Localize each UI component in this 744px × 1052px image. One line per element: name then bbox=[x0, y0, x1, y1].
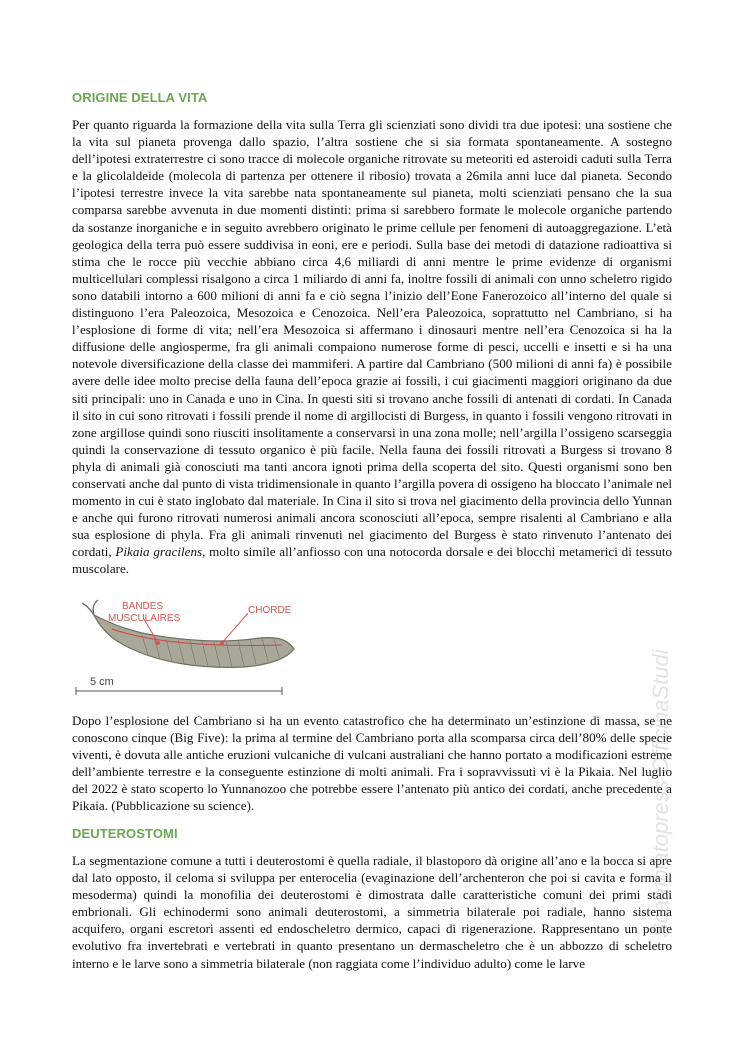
figure-label-bandes-1: BANDES bbox=[122, 601, 164, 612]
paragraph-origine-2: Dopo l’esplosione del Cambriano si ha un evento catastrofico che ha determinato un’estinzione di massa, se ne conoscono cinque (Big Five): la prima al termine del Cambriano porta alla scomparsa circa dell’80% delle specie viventi, è dovuta alle antiche eruzioni vulcaniche di vulcani australiani che hanno portato a modificazioni estreme dell’ambiente terrestre e la conseguente estinzione di molti animali. Fra i sopravvissuti vi è la Pikaia. Nel luglio del 2022 è stato scoperto lo Yunnanozoo che potrebbe essere l’antenato più antico dei cordati, anche precedente a Pikaia. (Pubblicazione su science). bbox=[72, 713, 672, 814]
paragraph-origine-1-text-b: , molto simile all’anfiosso con una notocorda dorsale e dei blocchi metamerici di tessuto muscolare. bbox=[72, 544, 673, 577]
pikaia-tentacle bbox=[82, 603, 94, 615]
leader-line-chorde bbox=[222, 613, 248, 643]
section-heading-deuterostomi: DEUTEROSTOMI bbox=[72, 826, 178, 841]
scale-label: 5 cm bbox=[90, 676, 114, 688]
pikaia-tentacle bbox=[93, 600, 98, 615]
figure-label-bandes-2: MUSCULAIRES bbox=[108, 613, 181, 624]
pikaia-figure bbox=[72, 597, 298, 697]
figure-label-chorde: CHORDE bbox=[248, 605, 292, 616]
paragraph-origine-1-text-a: Per quanto riguarda la formazione della vita sulla Terra gli scienziati sono dividi tra due ipotesi: una sostiene che la vita sul pianeta provenga dallo spazio, l’altra sostiene che si sia formata spontaneamente. A sostegno dell’ipotesi extraterrestre ci sono tracce di molecole organiche ritrovate su meteoriti ed asteroidi caduti sulla Terra e la glicolaldeide (molecola di partenza per ottenere il ribosio) trovata a 26mila anni luce dal pianeta. Secondo l’ipotesi terrestre invece la vita sarebbe nata spontaneamente sul pianeta, molti scienziati pensano che la sua comparsa sarebbe avvenuta in due momenti distinti: prima si sarebbero formate le molecole organiche partendo da sostanze inorganiche e in seguito avrebbero originato le prime cellule per fenomeni di autoaggregazione. L’età geologica della terra può essere suddivisa in eoni, ere e periodi. Sulla base dei metodi di datazione radioattiva si stima che le rocce più vecchie abbiano circa 4,6 miliardi di anni mentre le prime evidenze di organismi multicellulari complessi risalgono a circa 1 miliardo di anni fa, inoltre fossili di animali con unno scheletro rigido sono databili intorno a 600 milioni di anni fa e ciò segna l’inizio dell’Eone Fanerozoico all’interno del quale si distinguono l’era Paleozoica, Mesozoica e Cenozoica. Nell’era Paleozoica, soprattutto nel Cambriano, si ha l’esplosione di forme di vita; nell’era Mesozoica si affermano i dinosauri mentre nell’era Cenozoica si ha la diffusione delle angiosperme, fra gli animali compaiono numerose forme di pesci, uccelli e insetti e si ha una notevole diversificazione della classe dei mammiferi. A partire dal Cambriano (500 milioni di anni fa) è possibile avere delle idee molto precise della fauna dell’epoca grazie ai fossili, i cui giacimenti maggiori originano da due siti principali: uno in Canada e uno in Cina. In questi siti si trovano anche fossili di antenati di cordati. In Canada il sito in cui sono ritrovati i fossili prende il nome di argillocisti di Burgess, in quanto i fossili vengono ritrovati in zone argillose quindi sono riusciti insolitamente a conservarsi in una zona molle; nell’argilla l’ossigeno scarseggia quindi la conservazione di tessuto organico è più facile. Nella fauna dei fossili ritrovati a Burgess si trovano 8 phyla di animali già conosciuti ma tanti ancora ignoti prima della scoperta del sito. Questi organismi sono ben conservati anche dal punto di vista tridimensionale in quanto l’argilla povera di ossigeno ha bloccato l’animale nel momento in cui è stato inglobato dal materiale. In Cina il sito si trova nel giacimento della provincia dello Yunnan e anche qui furono ritrovati numerosi animali ancora sconosciuti all’epoca, sempre risalenti al Cambriano e alla sua esplosione di phyla. Fra gli animali rinvenuti nel giacimento del Burgess è stato rinvenuto l’antenato dei cordati, bbox=[72, 117, 672, 560]
section-heading-origine: ORIGINE DELLA VITA bbox=[72, 90, 208, 105]
species-name-pikaia: Pikaia gracilens bbox=[115, 544, 203, 560]
pikaia-illustration bbox=[72, 597, 298, 697]
watermark: Scambiatopress OfficinaStudi bbox=[648, 649, 673, 938]
paragraph-deuterostomi: La segmentazione comune a tutti i deuterostomi è quella radiale, il blastoporo dà origine all’ano e la bocca si apre dal lato opposto, il celoma si sviluppa per enterocelia (evaginazione dell’archenteron che poi si cavita e forma il mesoderma) quindi la monofilia dei deuterostomi è dimostrata dalle caratteristiche comuni dei primi stadi embrionali. Gli echinodermi sono animali deuterostomi, a simmetria bilaterale poi radiale, hanno sistema acquifero, organi escretori assenti ed endoscheletro dermico, capaci di rigenerazione. Rappresentano un ponte evolutivo fra invertebrati e vertebrati in quanto presentano un dermascheletro che è un abbozzo di scheletro interno e le larve sono a simmetria bilaterale (non raggiata come l’individuo adulto) come le larve bbox=[72, 853, 672, 971]
leader-dot-chorde bbox=[220, 641, 224, 645]
leader-dot-bandes bbox=[156, 641, 160, 645]
paragraph-origine-1 bbox=[72, 116, 672, 578]
